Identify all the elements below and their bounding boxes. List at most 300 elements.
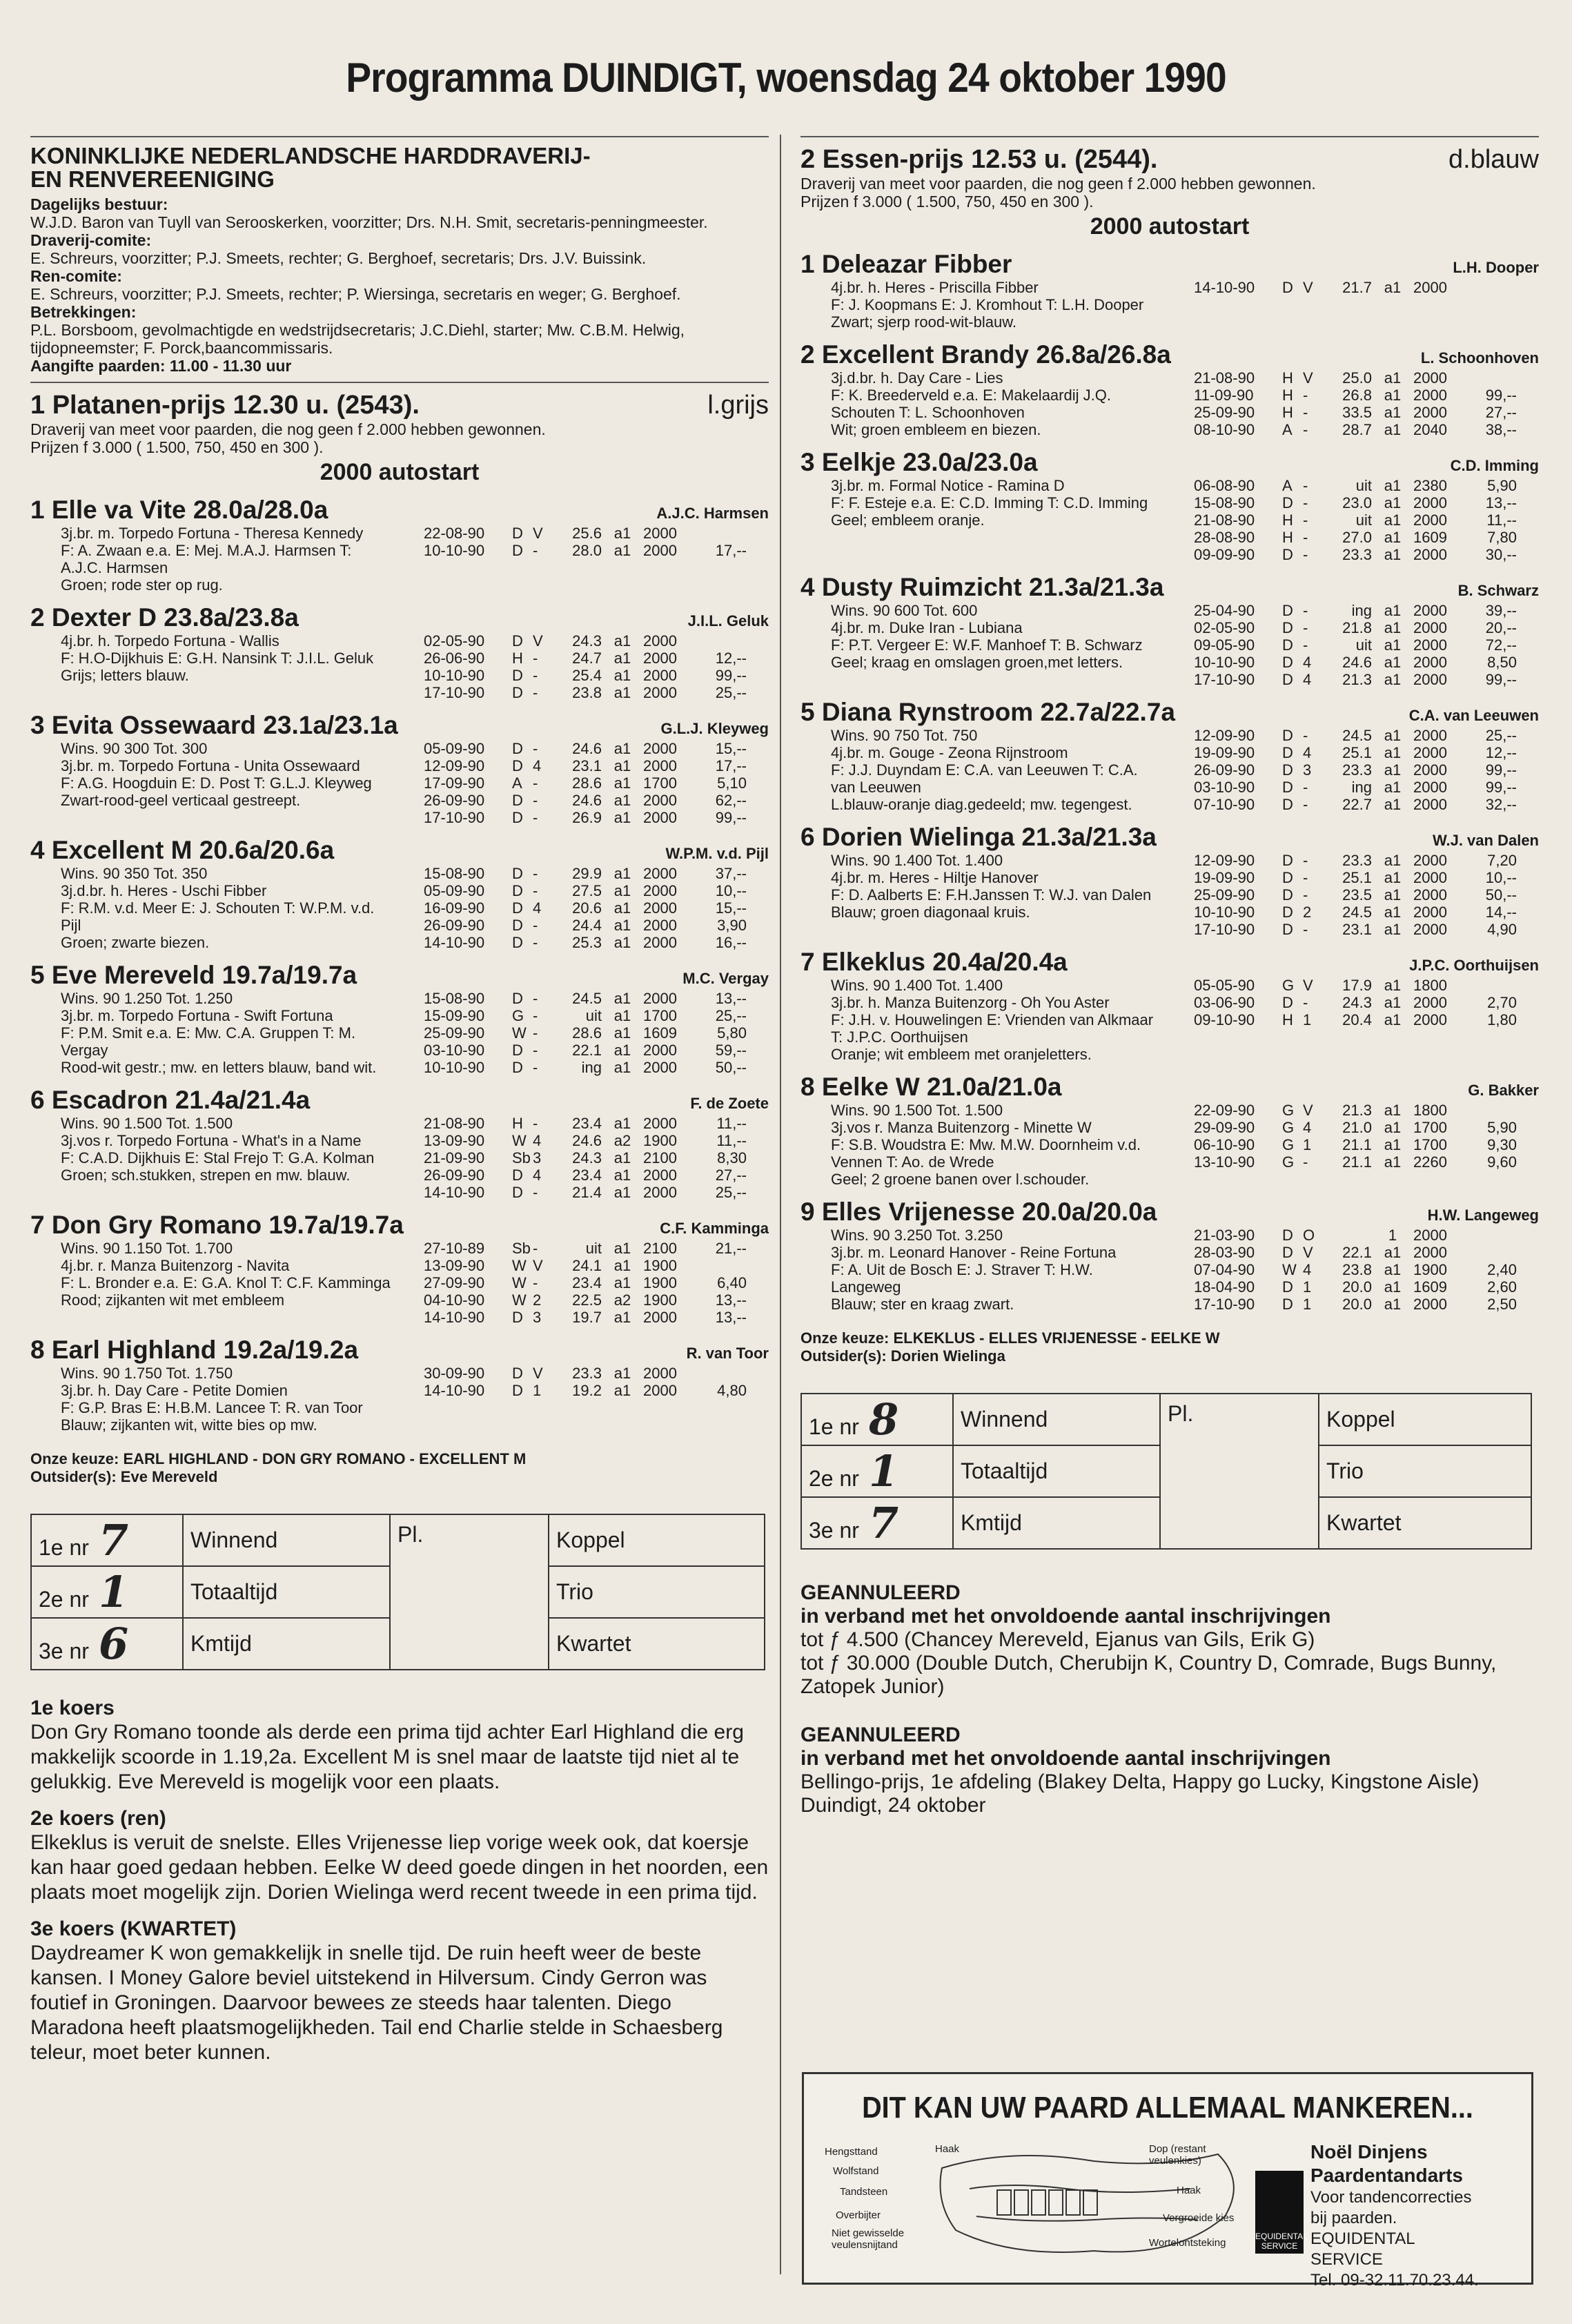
result-cell: - <box>533 1024 538 1042</box>
result-cell: a1 <box>613 1024 631 1042</box>
result-cell: Sb <box>512 1149 531 1166</box>
result-row <box>424 1309 769 1326</box>
result-cell: 13-10-90 <box>1194 1153 1255 1171</box>
result-cell: D <box>512 1059 523 1076</box>
result-row <box>424 882 769 899</box>
horse-body <box>30 632 769 701</box>
result-cell: - <box>1303 421 1308 438</box>
horse-trainer: G. Bakker <box>1468 1082 1539 1099</box>
bet-label: Trio <box>1319 1445 1531 1497</box>
result-cell: 2000 <box>643 542 677 559</box>
race-title: 1 Platanen-prijs 12.30 u. (2543). <box>30 391 420 420</box>
result-cell: 02-05-90 <box>1194 619 1255 636</box>
result-row <box>424 1132 769 1149</box>
result-cell: - <box>1303 869 1308 886</box>
horse-info-line: Wins. 90 600 Tot. 600 <box>831 602 978 619</box>
result-cell: 2000 <box>1413 494 1447 511</box>
result-cell: 24.3 <box>572 1149 602 1166</box>
result-cell: a1 <box>1384 921 1402 938</box>
result-cell: a1 <box>1384 602 1402 619</box>
result-cell: a1 <box>613 774 631 792</box>
horse-trainer: C.D. Imming <box>1450 457 1539 474</box>
horse-results <box>1194 1227 1539 1313</box>
horse-name: 8 Eelke W 21.0a/21.0a <box>800 1073 1062 1101</box>
result-cell: 18-04-90 <box>1194 1278 1255 1296</box>
result-cell: D <box>1282 619 1293 636</box>
horse-info-line: 4j.br. m. Gouge - Zeona Rijnstroom <box>831 744 1068 761</box>
horse-entry <box>30 1086 769 1201</box>
place-cell <box>801 1497 953 1549</box>
horse-info-line: Wins. 90 1.500 Tot. 1.500 <box>61 1115 233 1132</box>
result-cell: 9,60 <box>1487 1153 1517 1171</box>
result-cell: a1 <box>1384 1102 1402 1119</box>
result-cell: 15-08-90 <box>1194 494 1255 511</box>
diagram-label: Vergroeide kies <box>1163 2212 1235 2224</box>
result-cell: 14-10-90 <box>1194 279 1255 296</box>
result-cell: 27,-- <box>715 1166 747 1184</box>
result-cell: 10,-- <box>715 882 747 899</box>
place-cell <box>801 1394 953 1445</box>
result-cell: 99,-- <box>1485 761 1517 779</box>
org-text: W.J.D. Baron van Tuyll van Serooskerken, voorzitter; Drs. N.H. Smit, secretaris-penningmeester. <box>30 213 708 231</box>
result-row <box>424 934 769 951</box>
org-heading: Draverij-comite: <box>30 231 152 249</box>
result-row <box>1194 546 1539 563</box>
result-cell: 25.1 <box>1342 744 1372 761</box>
result-cell: - <box>533 917 538 934</box>
result-cell: a1 <box>1384 886 1402 904</box>
our-choice: Onze keuze: ELKEKLUS - ELLES VRIJENESSE - EELKE W <box>800 1329 1220 1347</box>
horse-results <box>424 865 769 951</box>
result-cell: 11-09-90 <box>1194 387 1254 404</box>
result-cell: 28.0 <box>572 542 602 559</box>
horse-info-line: F: A. Zwaan e.a. E: Mej. M.A.J. Harmsen T: <box>61 542 352 559</box>
result-cell: a1 <box>613 990 631 1007</box>
horse-entry <box>800 250 1539 331</box>
result-cell: a1 <box>613 1309 631 1326</box>
result-cell: 3,90 <box>717 917 747 934</box>
race-colour: d.blauw <box>1448 145 1539 174</box>
race-prizes: Prijzen f 3.000 ( 1.500, 750, 450 en 300 ). <box>800 193 1094 211</box>
result-cell: 2000 <box>1413 904 1447 921</box>
result-cell: 1700 <box>643 1007 677 1024</box>
result-cell: D <box>512 542 523 559</box>
result-cell: 10-10-90 <box>1194 904 1255 921</box>
result-cell: a1 <box>1384 477 1402 494</box>
advertisement <box>802 2072 1533 2289</box>
result-cell: 2000 <box>1413 511 1447 529</box>
horse-name: 4 Dusty Ruimzicht 21.3a/21.3a <box>800 573 1164 601</box>
result-row <box>424 684 769 701</box>
result-cell: - <box>533 1042 538 1059</box>
result-cell: - <box>533 1240 538 1257</box>
horse-results <box>1194 852 1539 938</box>
result-cell: D <box>512 882 523 899</box>
horse-info-line: T: J.P.C. Oorthuijsen <box>831 1028 968 1046</box>
result-label: Winnend <box>953 1394 1160 1445</box>
result-cell: D <box>512 684 523 701</box>
cancelled-text: Bellingo-prijs, 1e afdeling (Blakey Delta, Happy go Lucky, Kingstone Aisle) <box>800 1770 1480 1793</box>
result-cell: D <box>1282 279 1293 296</box>
result-cell: V <box>1303 977 1313 994</box>
result-cell: H <box>1282 1011 1293 1028</box>
result-cell: 4 <box>533 899 542 917</box>
horse-results <box>424 1365 769 1434</box>
result-cell: 22.7 <box>1342 796 1372 813</box>
horse-name: 8 Earl Highland 19.2a/19.2a <box>30 1336 359 1364</box>
result-cell: 2000 <box>643 757 677 774</box>
result-cell: - <box>533 774 538 792</box>
place-label: 3e nr <box>39 1639 89 1663</box>
result-label: Winnend <box>183 1514 390 1566</box>
race-desc: Draverij van meet voor paarden, die nog geen f 2.000 hebben gewonnen. <box>30 420 546 438</box>
result-cell: 09-10-90 <box>1194 1011 1255 1028</box>
result-cell: 16-09-90 <box>424 899 485 917</box>
diagram-label: Haak <box>935 2143 960 2155</box>
result-cell: 13-09-90 <box>424 1257 485 1274</box>
result-cell: 2000 <box>643 632 677 650</box>
horse-info <box>30 865 417 951</box>
cancelled-reason: in verband met het onvoldoende aantal inschrijvingen <box>800 1747 1331 1770</box>
horse-results <box>1194 727 1539 813</box>
horse-info-line: 3j.d.br. h. Day Care - Lies <box>831 369 1003 387</box>
result-cell: 3 <box>1303 761 1312 779</box>
result-cell: 21.1 <box>1342 1136 1372 1153</box>
result-cell: a1 <box>1384 1278 1402 1296</box>
result-cell: a1 <box>613 1115 631 1132</box>
result-cell: a1 <box>613 1184 631 1201</box>
org-text: P.L. Borsboom, gevolmachtigde en wedstrijdsecretaris; J.C.Diehl, starter; Mw. C.B.M. Helwig, tijdopneemster; F. Porck,baancommissaris. <box>30 321 685 357</box>
result-cell: - <box>1303 546 1308 563</box>
result-cell: a1 <box>1384 744 1402 761</box>
horse-header <box>800 698 1539 727</box>
horse-header <box>800 340 1539 369</box>
cancelled-reason: in verband met het onvoldoende aantal inschrijvingen <box>800 1605 1331 1628</box>
result-cell: a1 <box>613 684 631 701</box>
result-cell: - <box>533 650 538 667</box>
page-title: Programma DUINDIGT, woensdag 24 oktober 1990 <box>346 55 1226 101</box>
ad-title: DIT KAN UW PAARD ALLEMAAL MANKEREN... <box>862 2091 1473 2125</box>
result-cell: 29-09-90 <box>1194 1119 1255 1136</box>
result-cell: V <box>533 1365 543 1382</box>
result-cell: 10,-- <box>1485 869 1517 886</box>
result-cell: 1800 <box>1413 1102 1447 1119</box>
place-cell <box>31 1514 183 1566</box>
result-cell: - <box>1303 796 1308 813</box>
org-heading: Betrekkingen: <box>30 303 137 321</box>
result-cell: 23.4 <box>572 1274 602 1291</box>
result-row <box>1194 1278 1539 1296</box>
result-cell: 25,-- <box>715 1184 747 1201</box>
result-cell: 2000 <box>643 917 677 934</box>
result-cell: W <box>512 1257 527 1274</box>
result-cell: 8,50 <box>1487 654 1517 671</box>
horse-info-line: Groen; rode ster op rug. <box>61 576 223 594</box>
result-cell: 29.9 <box>572 865 602 882</box>
result-cell: H <box>1282 369 1293 387</box>
result-cell: 26-09-90 <box>424 792 485 809</box>
result-cell: - <box>533 809 538 826</box>
result-cell: 2260 <box>1413 1153 1447 1171</box>
result-cell: 72,-- <box>1485 636 1517 654</box>
result-cell: D <box>1282 921 1293 938</box>
race-header <box>30 390 769 420</box>
result-row <box>1194 369 1539 387</box>
result-cell: 21.0 <box>1342 1119 1372 1136</box>
result-row <box>424 865 769 882</box>
result-cell: 05-05-90 <box>1194 977 1255 994</box>
result-row <box>1194 1227 1539 1244</box>
horse-header <box>30 711 769 740</box>
result-cell: 14-10-90 <box>424 1382 485 1399</box>
result-cell: 2000 <box>1413 1011 1447 1028</box>
result-cell: 13-09-90 <box>424 1132 485 1149</box>
result-cell: - <box>1303 387 1308 404</box>
result-cell: 03-10-90 <box>1194 779 1255 796</box>
result-cell: 26-09-90 <box>424 917 485 934</box>
horse-entry <box>30 961 769 1076</box>
result-cell: a1 <box>613 1274 631 1291</box>
result-cell: 9,30 <box>1487 1136 1517 1153</box>
result-cell: 1 <box>1303 1136 1312 1153</box>
result-cell: 14-10-90 <box>424 1309 485 1326</box>
result-cell <box>1462 279 1517 296</box>
result-cell: 37,-- <box>715 865 747 882</box>
result-cell: a1 <box>613 650 631 667</box>
result-cell: a1 <box>1384 779 1402 796</box>
result-row <box>1194 279 1539 296</box>
result-row <box>1194 977 1539 994</box>
result-cell: 17-10-90 <box>1194 1296 1255 1313</box>
org-text: E. Schreurs, voorzitter; P.J. Smeets, rechter; G. Berghoef, secretaris; Drs. J.V. Buissink. <box>30 249 647 267</box>
place-cell <box>801 1445 953 1497</box>
horse-name: 2 Dexter D 23.8a/23.8a <box>30 603 299 632</box>
result-cell: 20,-- <box>1485 619 1517 636</box>
result-cell: 25.6 <box>572 525 602 542</box>
result-cell: 2000 <box>1413 279 1447 296</box>
result-cell: 12,-- <box>1485 744 1517 761</box>
result-row <box>1194 1153 1539 1171</box>
horse-trainer: B. Schwarz <box>1457 582 1539 599</box>
horse-info <box>30 525 417 594</box>
result-cell: 99,-- <box>715 809 747 826</box>
horse-info-line: 4j.br. r. Manza Buitenzorg - Navita <box>61 1257 290 1274</box>
result-cell: - <box>1303 921 1308 938</box>
result-cell <box>1462 369 1517 387</box>
horse-info-line: Wins. 90 1.400 Tot. 1.400 <box>831 977 1003 994</box>
place-cell <box>31 1618 183 1670</box>
result-cell: D <box>512 1184 523 1201</box>
column-divider <box>780 135 781 2274</box>
horse-info <box>800 279 1187 331</box>
horse-info-line: 3j.br. m. Torpedo Fortuna - Theresa Kennedy <box>61 525 364 542</box>
result-cell: 2000 <box>1413 727 1447 744</box>
result-cell: 99,-- <box>1485 387 1517 404</box>
result-cell: 7,20 <box>1487 852 1517 869</box>
result-cell: D <box>1282 796 1293 813</box>
result-cell: 05-09-90 <box>424 882 485 899</box>
result-cell: V <box>533 1257 543 1274</box>
result-cell: - <box>1303 511 1308 529</box>
horse-logo-icon: EQUIDENTAL SERVICE <box>1255 2171 1304 2254</box>
result-cell: 1 <box>533 1382 542 1399</box>
result-cell: V <box>1303 279 1313 296</box>
result-cell: 21.8 <box>1342 619 1372 636</box>
aangifte: Aangifte paarden: 11.00 - 11.30 uur <box>30 357 292 375</box>
result-cell: 2000 <box>1413 779 1447 796</box>
result-cell: 8,30 <box>717 1149 747 1166</box>
result-cell: 11,-- <box>716 1115 747 1132</box>
race-header <box>800 144 1539 175</box>
result-cell: 2000 <box>643 899 677 917</box>
result-cell: a1 <box>613 525 631 542</box>
result-cell: 2000 <box>1413 921 1447 938</box>
result-row <box>424 542 769 559</box>
result-cell: 5,80 <box>717 1024 747 1042</box>
result-cell: 22-08-90 <box>424 525 485 542</box>
result-cell: a1 <box>613 632 631 650</box>
result-cell: 17-09-90 <box>424 774 485 792</box>
horse-info <box>30 990 417 1076</box>
result-cell: 2000 <box>1413 796 1447 813</box>
result-cell: 2000 <box>1413 404 1447 421</box>
result-cell: 26.8 <box>1342 387 1372 404</box>
result-cell: 15-09-90 <box>424 1007 485 1024</box>
result-cell: 10-10-90 <box>424 1059 485 1076</box>
result-row <box>1194 477 1539 494</box>
geannuleerd-section <box>800 1581 1539 1817</box>
result-cell: 17-10-90 <box>1194 671 1255 688</box>
horse-trainer: W.J. van Dalen <box>1432 832 1539 849</box>
result-cell: a1 <box>1384 421 1402 438</box>
rule <box>800 136 1539 137</box>
result-cell: 06-08-90 <box>1194 477 1255 494</box>
result-cell: 99,-- <box>715 667 747 684</box>
result-cell: 03-10-90 <box>424 1042 485 1059</box>
result-cell: H <box>512 650 523 667</box>
horse-results <box>1194 977 1539 1063</box>
horse-header <box>30 603 769 632</box>
result-cell: uit <box>1355 511 1372 529</box>
cancelled-text: Duindigt, 24 oktober <box>800 1794 986 1817</box>
result-cell: 11,-- <box>716 1132 747 1149</box>
horse-info <box>30 1115 417 1201</box>
horse-info-line: Vennen T: Ao. de Wrede <box>831 1153 994 1171</box>
result-cell: 32,-- <box>1485 796 1517 813</box>
diagram-label: Dop (restant veulenkies) <box>1149 2143 1206 2167</box>
result-cell: D <box>1282 727 1293 744</box>
result-cell: D <box>512 865 523 882</box>
horse-body <box>800 1102 1539 1188</box>
horse-entry <box>800 1073 1539 1188</box>
cancelled-text: tot ƒ 4.500 (Chancey Mereveld, Ejanus van Gils, Erik G) <box>800 1628 1315 1651</box>
result-cell: 03-06-90 <box>1194 994 1255 1011</box>
result-row <box>424 1240 769 1257</box>
horse-name: 1 Elle va Vite 28.0a/28.0a <box>30 496 328 524</box>
results-row <box>31 1514 765 1566</box>
place-label: 2e nr <box>39 1587 89 1612</box>
result-cell: 28.6 <box>572 774 602 792</box>
horse-body <box>800 852 1539 938</box>
horse-info-line: F: A.G. Hoogduin E: D. Post T: G.L.J. Kleyweg <box>61 774 372 792</box>
result-cell: W <box>512 1291 527 1309</box>
result-cell: 4 <box>533 1166 542 1184</box>
result-row <box>1194 796 1539 813</box>
diagram-label: Overbijter <box>836 2209 881 2221</box>
result-cell: 2000 <box>1413 654 1447 671</box>
result-cell: 23.3 <box>1342 761 1372 779</box>
result-cell: 2000 <box>643 865 677 882</box>
result-cell: 2000 <box>1413 994 1447 1011</box>
result-cell: 21-08-90 <box>1194 511 1255 529</box>
horse-info-line: 3j.vos r. Torpedo Fortuna - What's in a Name <box>61 1132 362 1149</box>
horse-results <box>1194 477 1539 563</box>
result-cell: a1 <box>613 1149 631 1166</box>
result-cell: a1 <box>613 1059 631 1076</box>
result-cell: - <box>533 542 538 559</box>
result-cell: 14-10-90 <box>424 1184 485 1201</box>
result-cell: 4 <box>1303 1261 1312 1278</box>
bet-label: Koppel <box>549 1514 765 1566</box>
result-cell: a1 <box>1384 619 1402 636</box>
result-cell: 27.5 <box>572 882 602 899</box>
result-cell: 21.3 <box>1342 1102 1372 1119</box>
result-cell: 17.9 <box>1342 977 1372 994</box>
result-cell: G <box>1282 977 1295 994</box>
horse-info <box>30 740 417 826</box>
result-cell: a1 <box>1384 852 1402 869</box>
horse-info-line: Blauw; zijkanten wit, witte bies op mw. <box>61 1416 317 1434</box>
result-cell: a1 <box>1384 654 1402 671</box>
result-cell: 2000 <box>1413 619 1447 636</box>
horse-info-line: Blauw; ster en kraag zwart. <box>831 1296 1014 1313</box>
result-row <box>424 1166 769 1184</box>
result-cell: 24.3 <box>1342 994 1372 1011</box>
horse-results <box>424 990 769 1076</box>
horse-info-line: Grijs; letters blauw. <box>61 667 189 684</box>
result-cell: 2000 <box>1413 546 1447 563</box>
result-cell: D <box>1282 852 1293 869</box>
horse-header <box>800 948 1539 977</box>
result-cell: W <box>512 1132 527 1149</box>
horse-header <box>800 573 1539 602</box>
result-cell: ing <box>581 1059 602 1076</box>
result-cell: 23.3 <box>1342 546 1372 563</box>
horse-info-line: 3j.br. h. Manza Buitenzorg - Oh You Aster <box>831 994 1110 1011</box>
result-cell: a1 <box>1384 671 1402 688</box>
horse-name: 5 Diana Rynstroom 22.7a/22.7a <box>800 698 1175 726</box>
horse-info-line: F: J. Koopmans E: J. Kromhout T: L.H. Dooper <box>831 296 1144 313</box>
result-cell: 13,-- <box>715 990 747 1007</box>
result-row <box>1194 852 1539 869</box>
horse-info <box>30 1365 417 1434</box>
race-colour: l.grijs <box>707 391 769 420</box>
result-cell: W <box>512 1024 527 1042</box>
pl-cell: Pl. <box>390 1514 549 1670</box>
result-cell: 2 <box>533 1291 542 1309</box>
horse-info-line: Zwart-rood-geel verticaal gestreept. <box>61 792 301 809</box>
result-cell: 4 <box>1303 654 1312 671</box>
result-cell: 4 <box>533 1132 542 1149</box>
horse-results <box>1194 369 1539 438</box>
result-cell: 4 <box>1303 1119 1312 1136</box>
horse-body <box>800 977 1539 1063</box>
result-cell: 13,-- <box>715 1291 747 1309</box>
result-cell: 2040 <box>1413 421 1447 438</box>
result-row <box>1194 921 1539 938</box>
horse-info-line: 3j.d.br. h. Heres - Uschi Fibber <box>61 882 267 899</box>
result-row <box>424 757 769 774</box>
